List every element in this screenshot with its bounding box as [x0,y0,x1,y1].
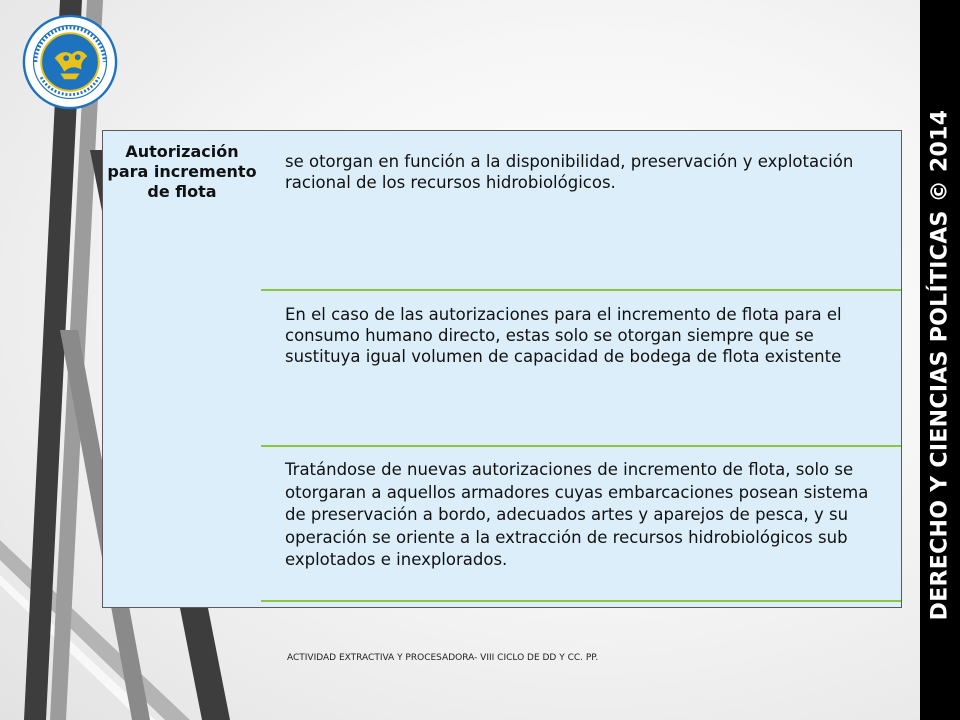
table-row-3: Tratándose de nuevas autorizaciones de incremento de flota, solo se otorgaran a aquellos armadores cuyas embarcaciones posean sistema de preservación a bordo, adecuados artes y aparejos de pesca, y su operación se oriente a la extracción de recursos hidrobiológicos sub explotados e inexplorados. [285,460,869,569]
table-row-2: En el caso de las autorizaciones para el incremento de flota para el consumo humano directo, estas solo se otorgan siempre que se sustituya igual volumen de capacidad de bodega de flota existente [285,305,842,366]
table-row-1: se otorgan en función a la disponibilidad, preservación y explotación racional de los recursos hidrobiológicos. [285,152,854,192]
side-title-bar [920,0,960,720]
slide-footer: ACTIVIDAD EXTRACTIVA Y PROCESADORA- VIII CICLO DE DD Y CC. PP. [287,653,599,663]
side-title: DERECHO Y CIENCIAS POLÍTICAS © 2014 [927,109,953,621]
row-divider-3 [261,600,901,602]
row-divider-1 [261,289,901,291]
row-divider-2 [261,445,901,447]
content-table [102,130,902,608]
table-heading: Autorización para incremento de flota [107,142,257,201]
university-logo [22,14,118,110]
